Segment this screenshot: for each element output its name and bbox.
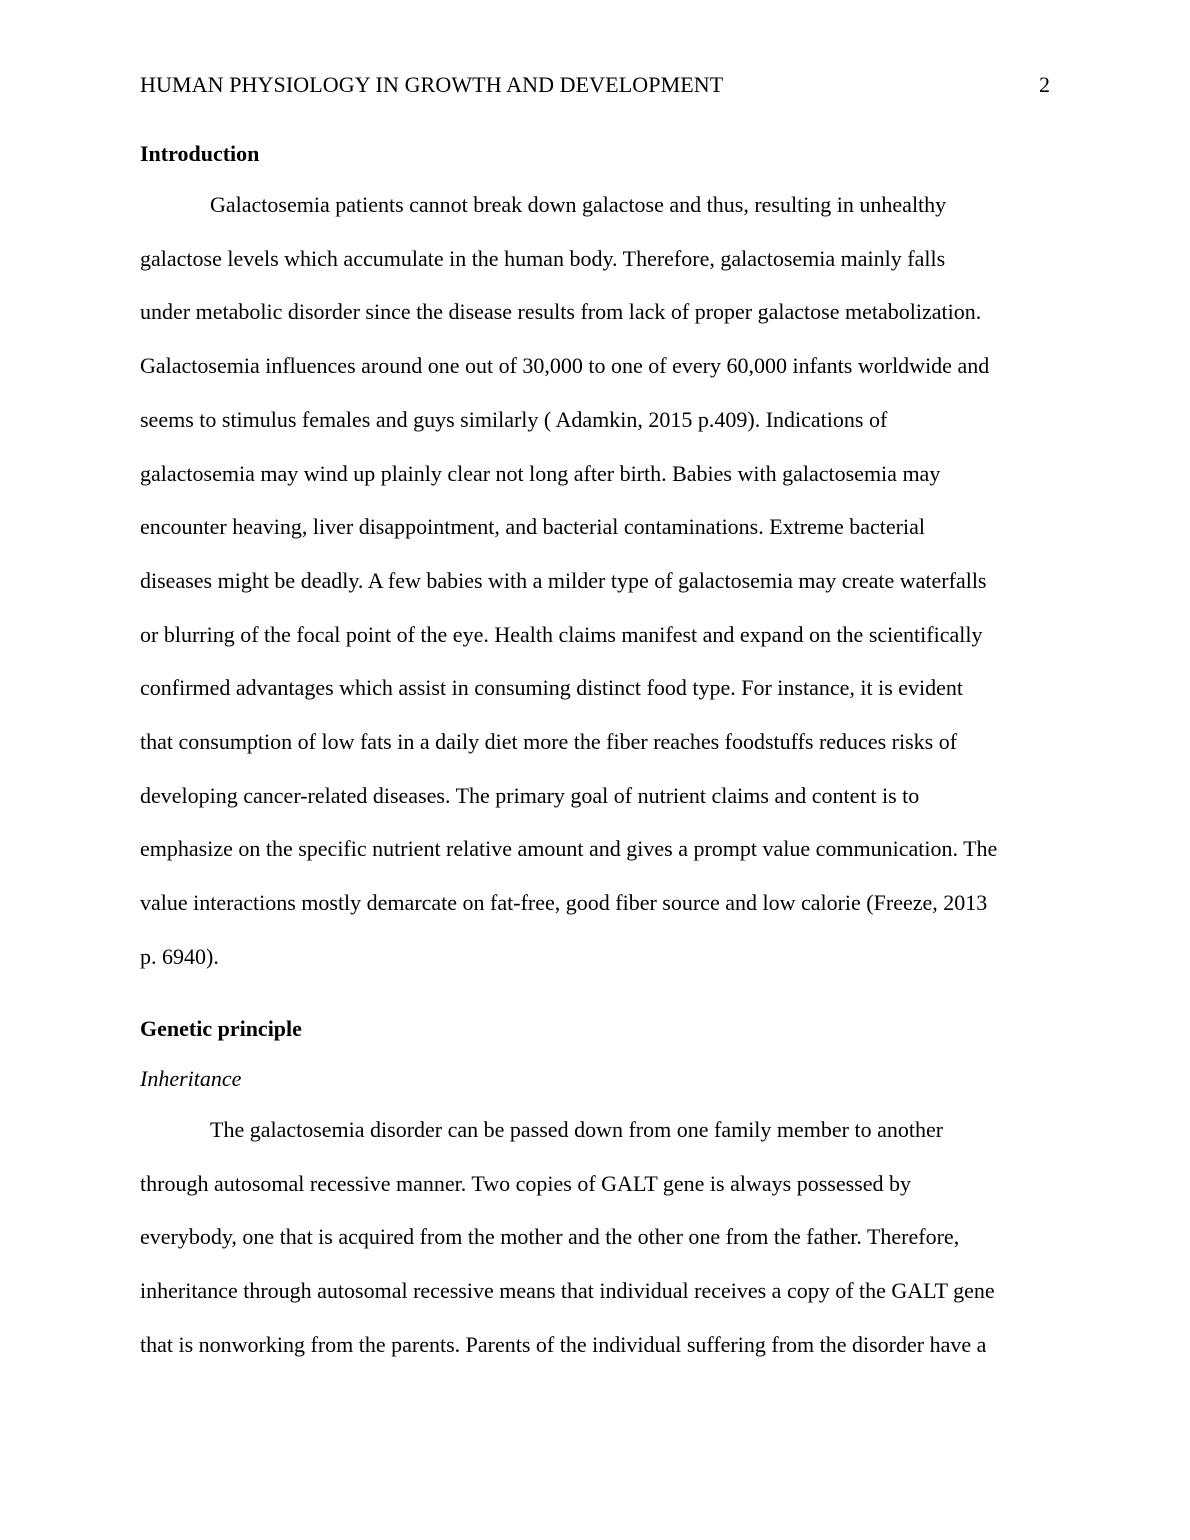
paragraph-line: galactose levels which accumulate in the human body. Therefore, galactosemia mainly falls [140, 245, 946, 271]
paragraph-line: under metabolic disorder since the disease results from lack of proper galactose metabolization. [140, 299, 982, 325]
paragraph-line: everybody, one that is acquired from the mother and the other one from the father. Therefore, [140, 1224, 960, 1250]
paragraph-line: through autosomal recessive manner. Two copies of GALT gene is always possessed by [140, 1170, 911, 1196]
subheading-inheritance: Inheritance [140, 1066, 242, 1091]
paragraph-line: value interactions mostly demarcate on fat-free, good fiber source and low calorie (Freeze, 2013 [140, 890, 988, 916]
introduction-paragraph [140, 178, 1052, 984]
paragraph-line: encounter heaving, liver disappointment, and bacterial contaminations. Extreme bacterial [140, 514, 925, 540]
paragraph-line: inheritance through autosomal recessive means that individual receives a copy of the GALT gene [140, 1278, 995, 1304]
paragraph-line: that is nonworking from the parents. Parents of the individual suffering from the disorder have a [140, 1331, 987, 1357]
running-header [140, 70, 1050, 100]
paragraph-line: confirmed advantages which assist in consuming distinct food type. For instance, it is evident [140, 675, 964, 701]
paragraph-line: Galactosemia influences around one out of 30,000 to one of every 60,000 infants worldwide and [140, 353, 990, 379]
paragraph-line: or blurring of the focal point of the eye. Health claims manifest and expand on the scientifically [140, 621, 983, 647]
paragraph-line: seems to stimulus females and guys similarly ( Adamkin, 2015 p.409). Indications of [140, 406, 888, 432]
section-heading-introduction: Introduction [140, 141, 260, 166]
paragraph-line: developing cancer-related diseases. The primary goal of nutrient claims and content is to [140, 782, 920, 808]
paragraph-line: that consumption of low fats in a daily diet more the fiber reaches foodstuffs reduces risks of [140, 729, 958, 755]
section-heading-genetic-principle: Genetic principle [140, 1016, 302, 1041]
running-title: HUMAN PHYSIOLOGY IN GROWTH AND DEVELOPMENT [140, 72, 724, 97]
paragraph-line: diseases might be deadly. A few babies with a milder type of galactosemia may create waterfalls [140, 567, 987, 593]
page-number: 2 [1039, 72, 1050, 97]
paragraph-line: Galactosemia patients cannot break down galactose and thus, resulting in unhealthy [210, 192, 947, 217]
paragraph-line: p. 6940). [140, 943, 219, 969]
paragraph-line: The galactosemia disorder can be passed down from one family member to another [210, 1117, 944, 1142]
paragraph-line: galactosemia may wind up plainly clear not long after birth. Babies with galactosemia may [140, 460, 941, 486]
inheritance-paragraph [140, 1103, 1052, 1372]
paragraph-line: emphasize on the specific nutrient relative amount and gives a prompt value communication. The [140, 836, 998, 862]
